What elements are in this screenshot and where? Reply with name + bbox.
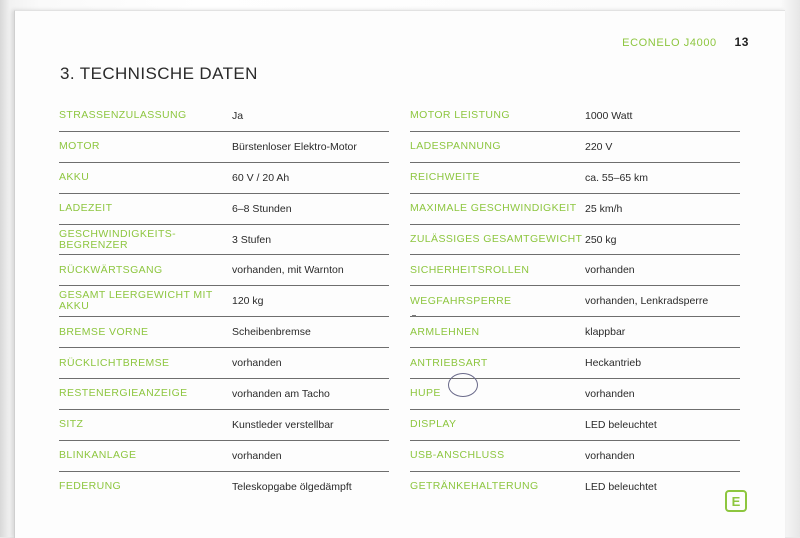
spec-row <box>59 286 389 317</box>
spec-row <box>59 348 389 379</box>
spec-row <box>410 163 740 194</box>
spec-label: REICHWEITE <box>410 171 480 184</box>
spec-row <box>410 441 740 472</box>
model-name: ECONELO J4000 <box>622 37 717 49</box>
spec-row <box>59 132 389 163</box>
spec-label: ANTRIEBSART <box>410 356 488 369</box>
spec-value: 250 kg <box>585 233 617 246</box>
spec-value: vorhanden, Lenkradsperre <box>585 295 709 308</box>
spec-table-right <box>410 101 740 502</box>
spec-label: USB-ANSCHLUSS <box>410 449 505 462</box>
spec-row <box>59 225 389 256</box>
spec-value: ca. 55–65 km <box>585 171 649 184</box>
spec-label: ARMLEHNEN <box>410 325 480 338</box>
spec-row <box>410 410 740 441</box>
spec-label: GETRÄNKEHALTERUNG <box>410 480 539 493</box>
spec-label: WEGFAHRSPERRE <box>410 294 512 307</box>
spec-value: Scheibenbremse <box>232 326 311 339</box>
spec-label: STRASSENZULASSUNG <box>59 109 187 122</box>
spec-label: MOTOR <box>59 140 100 153</box>
spec-row <box>410 225 740 256</box>
stray-mark <box>412 315 416 317</box>
spec-value: LED beleuchtet <box>585 418 657 431</box>
spec-value: vorhanden <box>232 357 282 370</box>
spec-label: MAXIMALE GESCHWINDIGKEIT <box>410 202 577 215</box>
spec-row <box>410 194 740 225</box>
section-title: 3. TECHNISCHE DATEN <box>60 64 258 83</box>
spec-row <box>59 163 389 194</box>
spec-label: SITZ <box>59 418 84 431</box>
spec-label: RÜCKLICHTBREMSE <box>59 356 170 369</box>
spec-value: 25 km/h <box>585 202 623 215</box>
spec-value: 6–8 Stunden <box>232 202 292 215</box>
spec-row <box>410 255 740 286</box>
spec-label: GESAMT LEERGEWICHT MIT AKKU <box>59 289 213 313</box>
spec-value: klappbar <box>585 326 626 339</box>
spec-row <box>410 132 740 163</box>
spec-value: Bürstenloser Elektro-Motor <box>232 140 357 153</box>
page-header <box>622 35 749 49</box>
spec-value: 120 kg <box>232 295 264 308</box>
spec-label: RÜCKWÄRTSGANG <box>59 263 163 276</box>
spec-label: MOTOR LEISTUNG <box>410 109 510 122</box>
spec-value: Heckantrieb <box>585 357 642 370</box>
spec-value: 3 Stufen <box>232 233 272 246</box>
spec-label: DISPLAY <box>410 418 457 431</box>
spec-label: BLINKANLAGE <box>59 449 137 462</box>
spec-row <box>59 194 389 225</box>
spec-value: vorhanden am Tacho <box>232 387 330 400</box>
spec-value: Kunstleder verstellbar <box>232 418 334 431</box>
spec-label: FEDERUNG <box>59 480 122 493</box>
spec-value: Ja <box>232 109 244 122</box>
spec-row <box>410 101 740 132</box>
spec-row <box>59 410 389 441</box>
spec-row <box>59 379 389 410</box>
spec-row <box>59 472 389 502</box>
brand-logo-icon: E <box>725 490 747 512</box>
spec-value: 60 V / 20 Ah <box>232 171 290 184</box>
spec-row <box>410 317 740 348</box>
spec-value: LED beleuchtet <box>585 480 657 493</box>
page-number: 13 <box>734 35 749 49</box>
spec-row <box>59 317 389 348</box>
spec-value: vorhanden <box>232 449 282 462</box>
spec-row <box>59 101 389 132</box>
spec-value: 220 V <box>585 140 613 153</box>
spec-value: vorhanden, mit Warnton <box>232 264 344 277</box>
spec-label: GESCHWINDIGKEITS-BEGRENZER <box>59 227 177 251</box>
spec-row <box>410 286 740 317</box>
spec-label: LADESPANNUNG <box>410 140 501 153</box>
spec-value: vorhanden <box>585 387 635 400</box>
spec-row <box>59 255 389 286</box>
spec-row <box>410 472 740 502</box>
spec-label: LADEZEIT <box>59 202 113 215</box>
spec-table-left <box>59 101 389 502</box>
spec-label: HUPE <box>410 387 441 400</box>
spec-value: vorhanden <box>585 264 635 277</box>
spec-label: SICHERHEITSROLLEN <box>410 263 530 276</box>
spec-label: BREMSE VORNE <box>59 325 149 338</box>
spec-value: vorhanden <box>585 449 635 462</box>
spec-label: RESTENERGIEANZEIGE <box>59 387 188 400</box>
spec-row <box>59 441 389 472</box>
pen-circle-mark <box>448 373 478 397</box>
spec-value: Teleskopgabe ölgedämpft <box>232 480 352 493</box>
spec-label: ZULÄSSIGES GESAMTGEWICHT <box>410 233 583 245</box>
spec-value: 1000 Watt <box>585 109 633 122</box>
spec-label: AKKU <box>59 171 90 184</box>
